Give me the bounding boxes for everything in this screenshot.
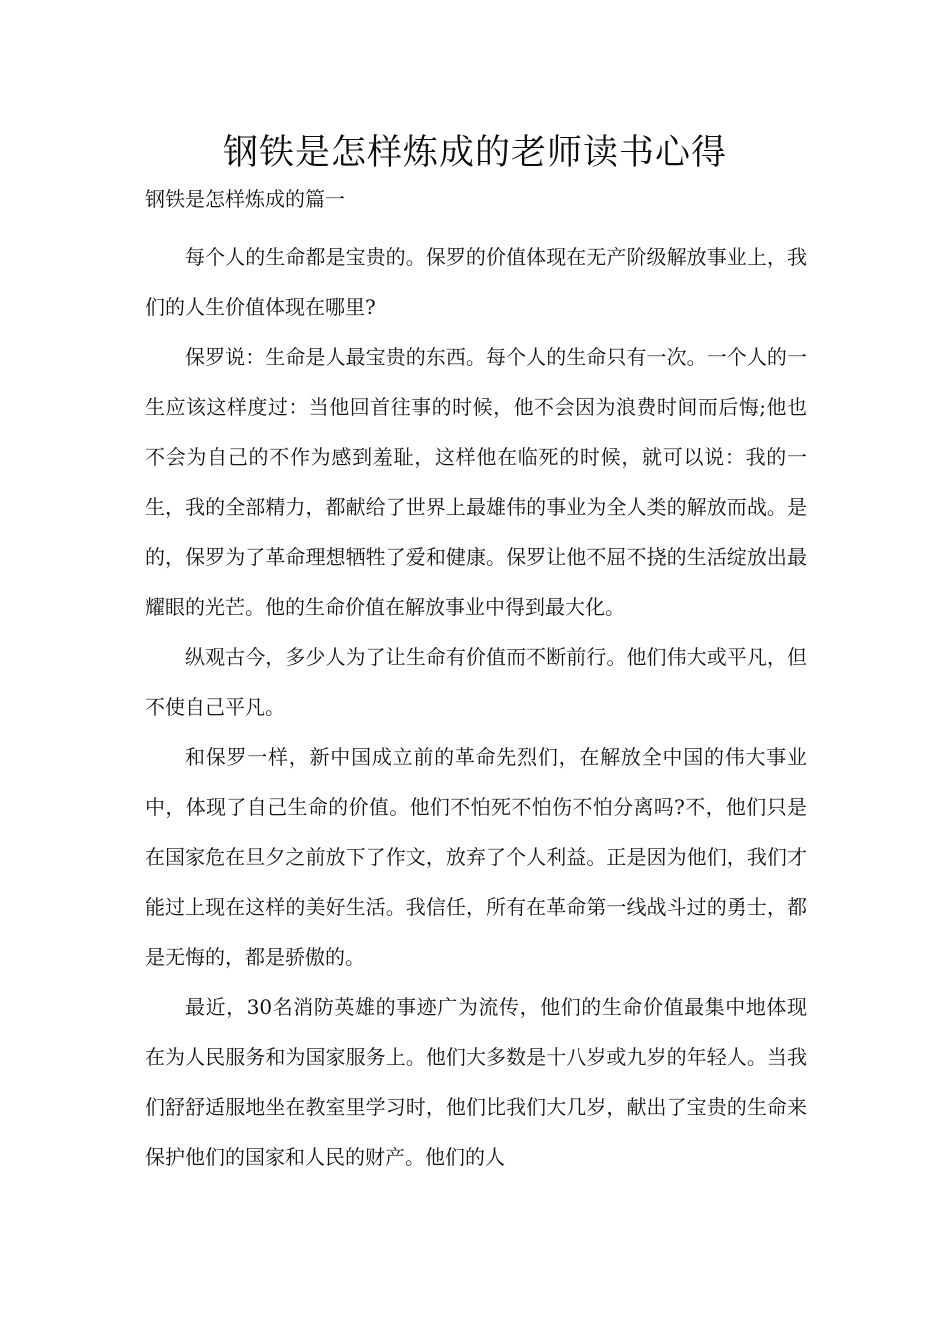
paragraph: 和保罗一样，新中国成立前的革命先烈们，在解放全中国的伟大事业中，体现了自己生命的价值。他们不怕死不怕伤不怕分离吗?不，他们只是在国家危在旦夕之前放下了作文，放弃了个人利益。正是因为他们，我们才能过上现在这样的美好生活。我信任，所有在革命第一线战斗过的勇士，都是无悔的，都是骄傲的。 (145, 745, 807, 969)
paragraph: 纵观古今，多少人为了让生命有价值而不断前行。他们伟大或平凡，但不使自己平凡。 (145, 645, 807, 719)
document-subtitle: 钢铁是怎样炼成的篇一 (145, 187, 345, 211)
paragraph: 每个人的生命都是宝贵的。保罗的价值体现在无产阶级解放事业上，我们的人生价值体现在哪里? (145, 245, 807, 319)
paragraph: 保罗说：生命是人最宝贵的东西。每个人的生命只有一次。一个人的一生应该这样度过：当他回首往事的时候，他不会因为浪费时间而后悔;他也不会为自己的不作为感到羞耻，这样他在临死的时候，就可以说：我的一生，我的全部精力，都献给了世界上最雄伟的事业为全人类的解放而战。是的，保罗为了革命理想牺牲了爱和健康。保罗让他不屈不挠的生活绽放出最耀眼的光芒。他的生命价值在解放事业中得到最大化。 (145, 345, 807, 619)
paragraph: 最近，30名消防英雄的事迹广为流传，他们的生命价值最集中地体现在为人民服务和为国家服务上。他们大多数是十八岁或九岁的年轻人。当我们舒舒适服地坐在教室里学习时，他们比我们大几岁，献出了宝贵的生命来保护他们的国家和人民的财产。他们的人 (145, 995, 807, 1169)
document-title: 钢铁是怎样炼成的老师读书心得 (222, 133, 727, 173)
document-body (145, 232, 807, 1182)
